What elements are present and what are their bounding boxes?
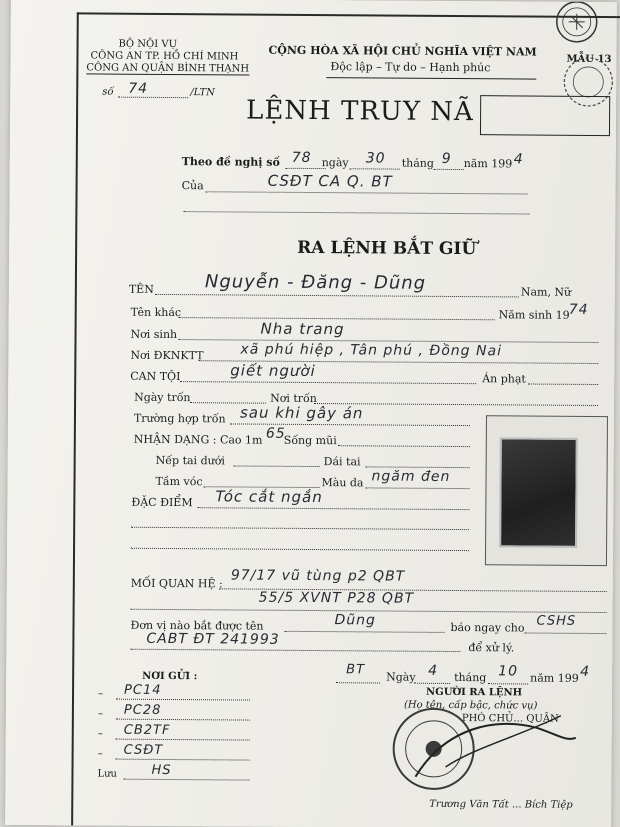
recipient-item: CB2TF — [123, 722, 171, 739]
escape-case-value: sau khi gây án — [239, 403, 364, 423]
signing-month: 10 — [498, 663, 519, 680]
unit-label: Đơn vị nào bắt được tên — [130, 618, 264, 633]
document-page: BỘ NỘI VỤ CÔNG AN TP. HỒ CHÍ MINH CÔNG AN QUẬN BÌNH THẠNH số 74 /LTN CỘNG HÒA XÃ HỘI CHỦ NGHĨA VIỆT NAM Độc lập – Tự do – Hạnh phúc MẪU 13 LỆNH TRUY NÃ Theo đề nghị số 78 ngày 30 tháng 9 năm 199 4 Của CSĐT CA Q. BT RA LỆNH BẮT GIỮ TÊN Nguyễn - Đăng - Dũng Nam, Nữ Tên khác Năm sinh 19 74 Nơi sinh Nha trang Nơi ĐKNKTT xã phú hiệp , Tân phú , Đồng Nai CAN TỘI giết người Án phạt Ngày trốn Nơi trốn Trường hợp trốn sau khi gây án NHẬN DẠNG : Cao 1m 65 Sống mũi Nếp tai dưới Dái tai Tầm vóc Màu da ngăm đen ĐẶC ĐIỂM Tóc cắt ngắn MỐI QUAN HỆ : 97/17 vũ tùng p2 QBT 55/5 XVNT P28 QBT Đơn vị nào bắt được tên Dũng báo ngay cho CSHS CABT ĐT 241993 để xử lý. BT Ngày 4 tháng 10 năm 199 4 NGƯỜI RA LỆNH (Họ tên, cấp bậc, chức vụ) PHÓ CHỦ... QUẬN Trương Văn Tất ... Bích Tiệp NƠI GỬI : – PC14 – PC28 – CB2TF – CSĐT Lưu HS — [5, 0, 617, 827]
birth-year-label: Năm sinh 19 — [498, 308, 570, 322]
birthplace-value: Nha trang — [260, 319, 345, 339]
proposal-number: 78 — [291, 149, 312, 166]
national-motto: Độc lập – Tự do – Hạnh phúc — [330, 60, 491, 75]
proposal-of-label: Của — [181, 179, 204, 193]
recipient-item: PC28 — [123, 702, 162, 718]
proposal-month: 9 — [441, 150, 452, 167]
report-value-2: CABT ĐT 241993 — [146, 630, 280, 648]
official-seal-icon — [385, 697, 606, 799]
report-label: báo ngay cho — [450, 620, 525, 635]
signing-month-label: tháng — [454, 671, 487, 685]
birthplace-label: Nơi sinh — [130, 327, 178, 342]
relations-label: MỐI QUAN HỆ : — [130, 576, 223, 591]
round-seal-icon — [549, 2, 605, 46]
unit-value: Dũng — [334, 612, 377, 629]
residence-value: xã phú hiệp , Tân phú , Đồng Nai — [240, 341, 503, 360]
recipient-item: PC14 — [124, 682, 162, 698]
proposal-year: 4 — [513, 151, 524, 168]
features-label: ĐẶC ĐIỂM — [131, 495, 193, 510]
proposal-label: Theo đề nghị số — [181, 155, 280, 169]
name-label: TÊN — [128, 282, 154, 296]
signing-year: 4 — [580, 663, 591, 680]
archive-value: HS — [151, 762, 172, 779]
issuer-title: NGƯỜI RA LỆNH — [426, 686, 523, 699]
handling-label: để xử lý. — [468, 641, 515, 655]
alias-label: Tên khác — [130, 305, 182, 320]
recipient-item: CSĐT — [123, 742, 164, 758]
issuer-name: Trương Văn Tất ... Bích Tiệp — [429, 798, 573, 811]
signing-day: 4 — [428, 662, 439, 679]
birth-year-value: 74 — [568, 301, 589, 318]
section-title: RA LỆNH BẮT GIỮ — [297, 237, 477, 260]
escape-place-label: Nơi trốn — [270, 391, 317, 406]
doc-number-value: 74 — [128, 80, 149, 97]
escape-case-label: Trường hợp trốn — [133, 411, 226, 426]
nose-label: Sống mũi — [283, 433, 337, 448]
skin-value: ngăm đen — [371, 468, 451, 485]
identification-label: NHẬN DẠNG : Cao 1m — [133, 432, 263, 447]
signing-year-label: năm 199 — [530, 671, 579, 685]
city-police-label: CÔNG AN TP. HỒ CHÍ MINH — [90, 50, 239, 63]
crime-label: CAN TỘI — [130, 369, 181, 384]
height-value: 65 — [265, 425, 286, 442]
signing-day-label: Ngày — [386, 670, 416, 684]
crime-value: giết người — [230, 361, 316, 381]
residence-label: Nơi ĐKNKTT — [130, 348, 204, 363]
archive-label: Lưu — [97, 768, 118, 780]
build-label: Tầm vóc — [155, 474, 203, 489]
relations-value-1: 97/17 vũ tùng p2 QBT — [230, 567, 406, 585]
name-value: Nguyễn - Đăng - Dũng — [204, 271, 427, 294]
ministry-label: BỘ NỘI VỤ — [118, 38, 178, 51]
earlobe-label: Dái tai — [323, 455, 361, 469]
proposal-month-label: tháng — [401, 156, 434, 170]
escape-date-label: Ngày trốn — [134, 390, 191, 405]
signing-place: BT — [346, 662, 366, 678]
proposal-day-label: ngày — [321, 156, 349, 170]
doc-number-suffix: /LTN — [190, 87, 215, 99]
recipients-title: NƠI GỬI : — [142, 670, 198, 683]
country-name: CỘNG HÒA XÃ HỘI CHỦ NGHĨA VIỆT NAM — [268, 43, 537, 59]
issuer-note: (Họ tên, cấp bậc, chức vụ) — [403, 699, 538, 712]
doc-number-prefix: số — [102, 86, 114, 98]
suspect-photo — [499, 437, 578, 548]
proposal-of-value: CSĐT CA Q. BT — [267, 171, 393, 191]
district-police-label: CÔNG AN QUẬN BÌNH THẠNH — [86, 62, 250, 75]
issuer-rank: PHÓ CHỦ... QUẬN — [461, 713, 559, 725]
proposal-day: 30 — [365, 150, 386, 167]
relations-value-2: 55/5 XVNT P28 QBT — [258, 589, 415, 607]
proposal-year-label: năm 199 — [463, 157, 513, 171]
document-title: LỆNH TRUY NÃ — [246, 95, 474, 128]
title-box — [480, 95, 610, 136]
sentence-label: Án phạt — [482, 372, 526, 386]
features-value: Tóc cắt ngắn — [215, 487, 323, 507]
report-value: CSHS — [536, 613, 577, 629]
form-code: MẪU 13 — [566, 53, 612, 66]
skin-label: Màu da — [321, 476, 364, 490]
gender-label: Nam, Nữ — [520, 285, 572, 299]
ear-label: Nếp tai dưới — [155, 453, 225, 468]
